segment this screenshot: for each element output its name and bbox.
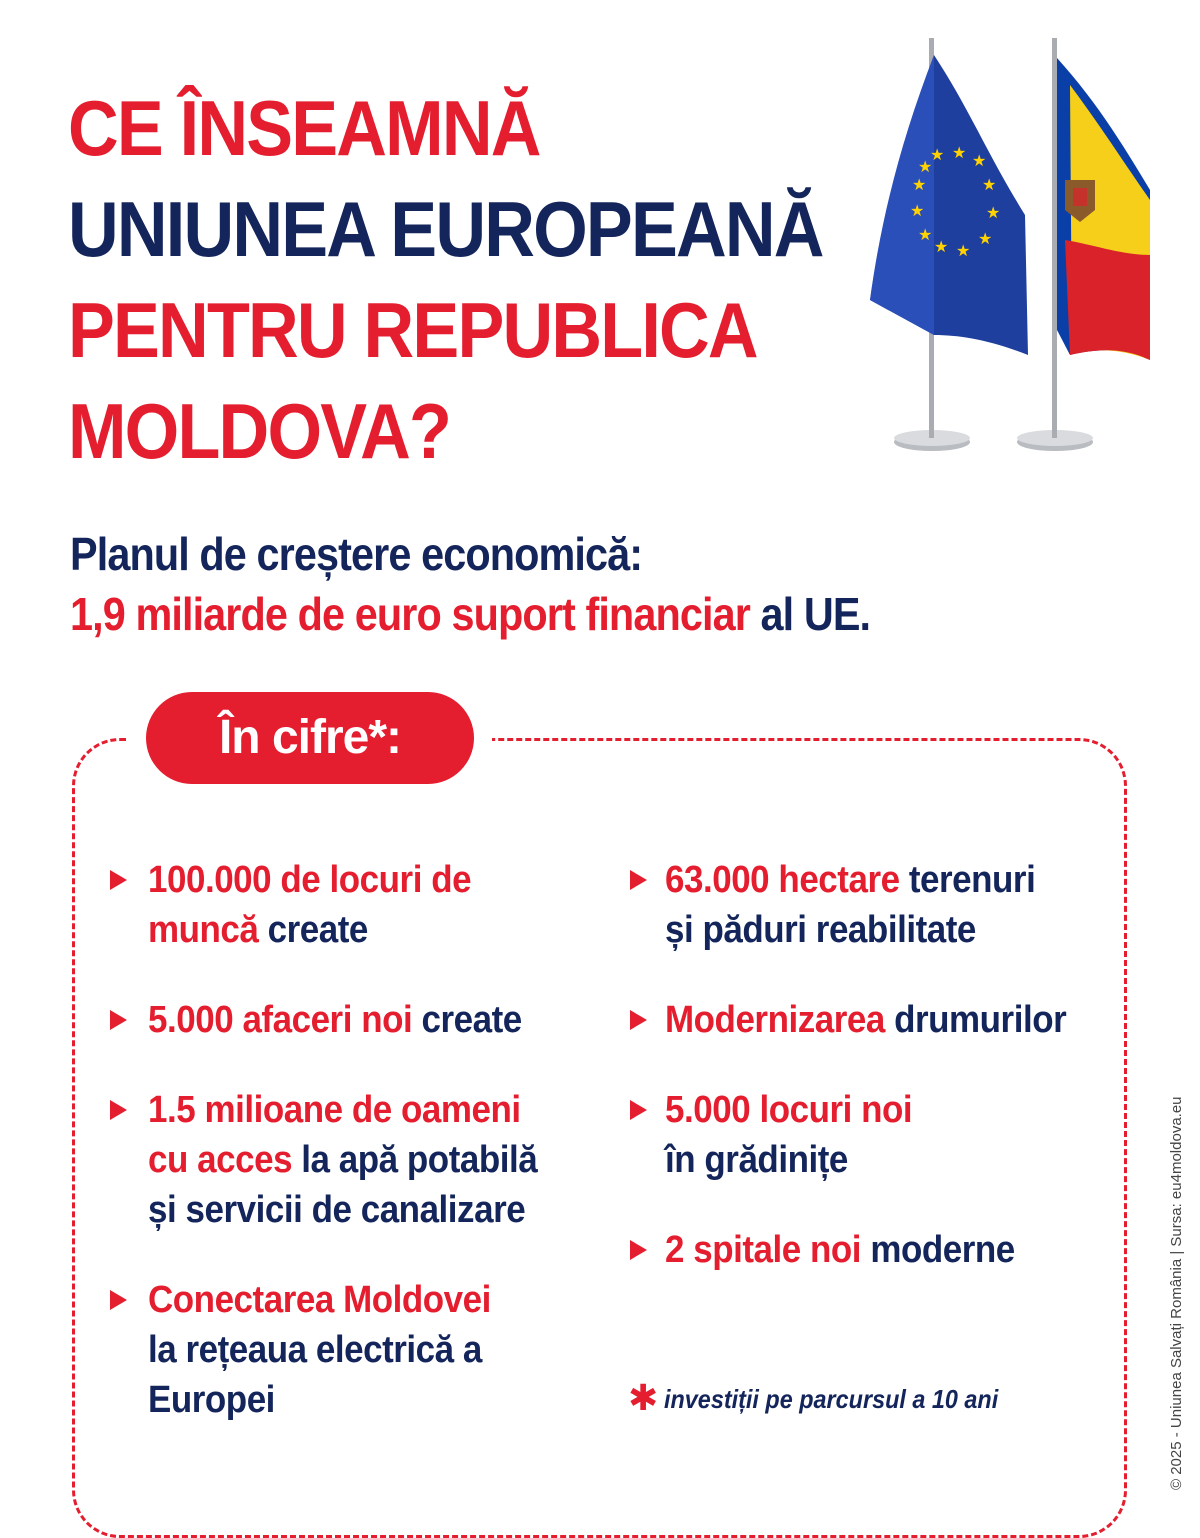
bullet-arrow-icon bbox=[630, 1100, 647, 1120]
figure-item bbox=[665, 855, 1068, 955]
figure-highlight: 63.000 hectare bbox=[665, 859, 900, 901]
svg-text:★: ★ bbox=[952, 143, 967, 162]
svg-text:★: ★ bbox=[912, 175, 927, 194]
title-line-3: PENTRU REPUBLICA bbox=[68, 286, 757, 374]
figure-item-line bbox=[665, 1135, 912, 1185]
figure-text: și servicii de canalizare bbox=[148, 1189, 526, 1231]
title-line-2: UNIUNEA EUROPEANĂ bbox=[68, 185, 823, 273]
figure-text: drumurilor bbox=[884, 999, 1067, 1041]
figure-text: la apă potabilă bbox=[292, 1139, 538, 1181]
figure-item-line bbox=[148, 995, 522, 1045]
figure-text: create bbox=[412, 999, 522, 1041]
figure-item-line bbox=[148, 1325, 491, 1375]
figure-text: la rețeaua electrică a bbox=[148, 1329, 482, 1371]
figure-item bbox=[665, 995, 1101, 1045]
subtitle-line-1: Planul de creștere economică: bbox=[70, 528, 643, 580]
figure-highlight: 5.000 locuri noi bbox=[665, 1089, 913, 1131]
figure-highlight: Modernizarea bbox=[665, 999, 885, 1041]
figure-item-line bbox=[148, 1135, 537, 1185]
figure-item-line bbox=[148, 1275, 491, 1325]
figure-highlight: cu acces bbox=[148, 1139, 293, 1181]
figure-highlight: 1.5 milioane de oameni bbox=[148, 1089, 521, 1131]
svg-text:★: ★ bbox=[930, 145, 945, 164]
figure-item-line bbox=[665, 905, 1035, 955]
asterisk-icon: ✱ bbox=[628, 1377, 659, 1418]
figure-item-line bbox=[148, 1375, 491, 1425]
figure-item-line bbox=[665, 1225, 1015, 1275]
figure-text: Europei bbox=[148, 1379, 275, 1421]
figure-item-line bbox=[665, 995, 1066, 1045]
bullet-arrow-icon bbox=[110, 1290, 127, 1310]
subtitle-rest: al UE. bbox=[749, 588, 871, 640]
figure-item-line bbox=[148, 855, 471, 905]
figure-item-line bbox=[148, 1085, 537, 1135]
figure-item bbox=[148, 855, 499, 955]
figure-highlight: 5.000 afaceri noi bbox=[148, 999, 413, 1041]
figure-text: moderne bbox=[861, 1229, 1015, 1271]
figure-item-line bbox=[148, 905, 471, 955]
figure-item-line bbox=[665, 855, 1035, 905]
svg-text:★: ★ bbox=[972, 151, 987, 170]
figure-text: terenuri bbox=[899, 859, 1036, 901]
figure-item-line bbox=[665, 1085, 912, 1135]
figure-item bbox=[665, 1225, 1045, 1275]
source-credit: © 2025 - Uniunea Salvați România | Sursa: eu4moldova.eu bbox=[1168, 1096, 1185, 1490]
svg-text:★: ★ bbox=[918, 157, 933, 176]
svg-text:★: ★ bbox=[910, 201, 925, 220]
svg-text:★: ★ bbox=[956, 241, 971, 260]
figure-text: create bbox=[258, 909, 368, 951]
bullet-arrow-icon bbox=[110, 870, 127, 890]
subtitle-highlight: 1,9 miliarde de euro suport financiar bbox=[70, 588, 750, 640]
figure-item-line bbox=[148, 1185, 537, 1235]
bullet-arrow-icon bbox=[630, 870, 647, 890]
svg-text:★: ★ bbox=[918, 225, 933, 244]
figure-item bbox=[148, 1085, 571, 1235]
svg-text:★: ★ bbox=[934, 237, 949, 256]
title-line-4: MOLDOVA? bbox=[68, 387, 451, 475]
figure-highlight: Conectarea Moldovei bbox=[148, 1279, 491, 1321]
svg-text:★: ★ bbox=[982, 175, 997, 194]
subtitle bbox=[70, 524, 870, 644]
figures-heading-badge: În cifre*: bbox=[146, 692, 474, 784]
figure-text: în grădinițe bbox=[665, 1139, 848, 1181]
title-line-1: CE ÎNSEAMNĂ bbox=[68, 84, 540, 172]
figure-item bbox=[148, 995, 554, 1045]
footnote: investiții pe parcursul a 10 ani bbox=[664, 1384, 999, 1414]
page-title bbox=[68, 78, 823, 482]
figure-item bbox=[665, 1085, 934, 1185]
figure-item bbox=[148, 1275, 521, 1425]
figure-text: și păduri reabilitate bbox=[665, 909, 976, 951]
figure-highlight: muncă bbox=[148, 909, 259, 951]
bullet-arrow-icon bbox=[110, 1010, 127, 1030]
bullet-arrow-icon bbox=[630, 1240, 647, 1260]
figure-highlight: 2 spitale noi bbox=[665, 1229, 862, 1271]
svg-text:★: ★ bbox=[978, 229, 993, 248]
bullet-arrow-icon bbox=[630, 1010, 647, 1030]
eu-moldova-flags-image bbox=[860, 30, 1160, 470]
svg-text:★: ★ bbox=[986, 203, 1001, 222]
figure-highlight: 100.000 de locuri de bbox=[148, 859, 472, 901]
bullet-arrow-icon bbox=[110, 1100, 127, 1120]
subtitle-line-2 bbox=[70, 584, 870, 644]
